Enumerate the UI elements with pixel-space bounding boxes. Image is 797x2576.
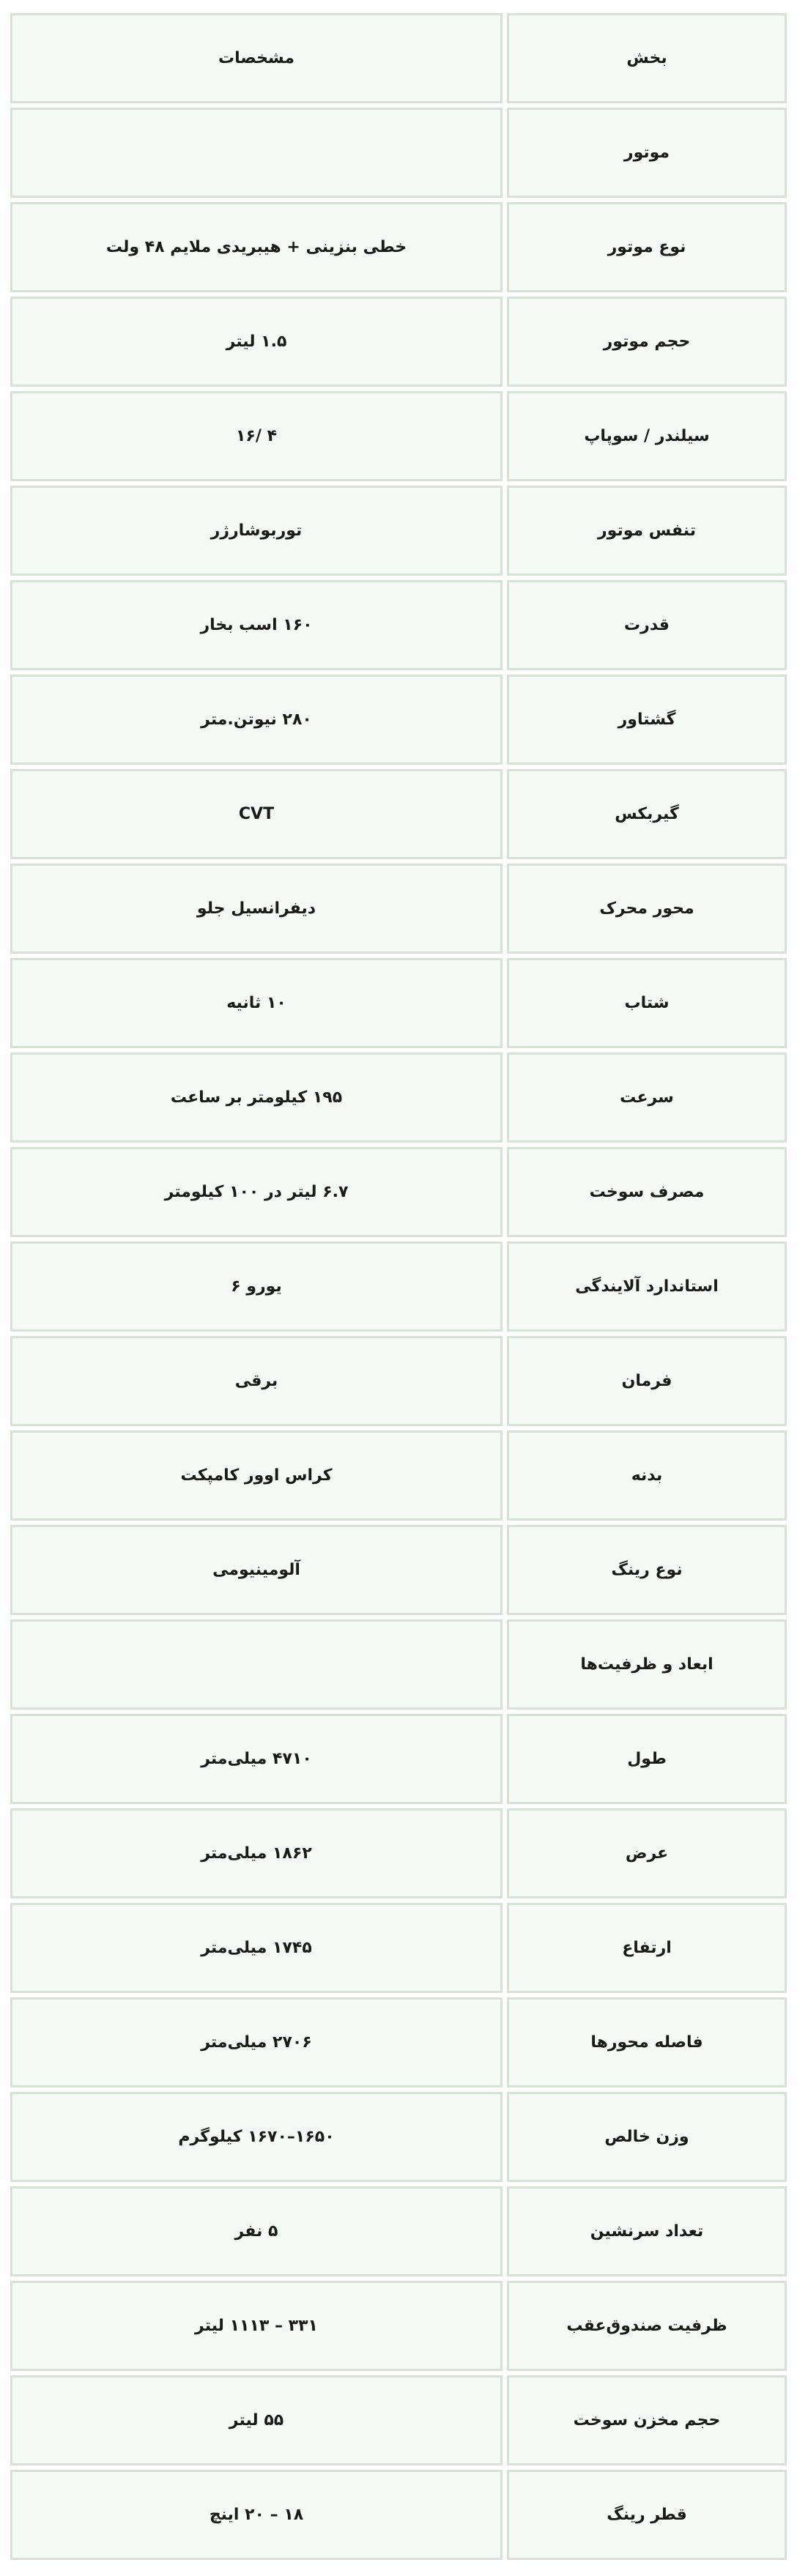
table-row — [10, 486, 787, 576]
table-row — [10, 1808, 787, 1898]
spec-value-cell: ۱۶۰ اسب بخار — [10, 580, 503, 670]
spec-value-cell: ۱۷۴۵ میلی‌متر — [10, 1903, 503, 1993]
spec-value-cell: آلومینیومی — [10, 1525, 503, 1615]
table-row — [10, 2186, 787, 2276]
spec-value-cell: ۵۵ لیتر — [10, 2375, 503, 2465]
table-row — [10, 769, 787, 859]
spec-value-cell: ۱۸ – ۲۰ اینچ — [10, 2470, 503, 2560]
spec-table — [6, 9, 791, 2564]
table-row — [10, 1903, 787, 1993]
header-spec-cell: مشخصات — [10, 13, 503, 103]
spec-value-cell — [10, 108, 503, 198]
spec-key-cell: طول — [507, 1714, 787, 1804]
table-row — [10, 2281, 787, 2371]
spec-key-cell: فرمان — [507, 1336, 787, 1426]
spec-key-cell: نوع رینگ — [507, 1525, 787, 1615]
table-row — [10, 2375, 787, 2465]
spec-key-cell: تعداد سرنشین — [507, 2186, 787, 2276]
table-row — [10, 1053, 787, 1143]
spec-key-cell: استاندارد آلایندگی — [507, 1241, 787, 1332]
table-row — [10, 108, 787, 198]
table-row — [10, 675, 787, 765]
spec-key-cell: شتاب — [507, 958, 787, 1048]
spec-value-cell: یورو ۶ — [10, 1241, 503, 1332]
table-row — [10, 2470, 787, 2560]
spec-value-cell: ۲۷۰۶ میلی‌متر — [10, 1997, 503, 2087]
spec-value-cell: توربوشارژر — [10, 486, 503, 576]
table-row — [10, 864, 787, 954]
table-row — [10, 1714, 787, 1804]
table-row — [10, 1997, 787, 2087]
table-row — [10, 297, 787, 387]
table-header-row — [10, 13, 787, 103]
spec-key-cell: عرض — [507, 1808, 787, 1898]
spec-key-cell: حجم موتور — [507, 297, 787, 387]
spec-key-cell: تنفس موتور — [507, 486, 787, 576]
table-row — [10, 1241, 787, 1332]
spec-key-cell: حجم مخزن سوخت — [507, 2375, 787, 2465]
table-row — [10, 1147, 787, 1237]
spec-key-cell: ارتفاع — [507, 1903, 787, 1993]
spec-key-cell: وزن خالص — [507, 2092, 787, 2182]
table-row — [10, 1430, 787, 1521]
table-row — [10, 391, 787, 481]
spec-value-cell: CVT — [10, 769, 503, 859]
table-row — [10, 202, 787, 292]
table-row — [10, 580, 787, 670]
table-row — [10, 958, 787, 1048]
spec-value-cell: ۲۸۰ نیوتن.متر — [10, 675, 503, 765]
spec-key-cell: سرعت — [507, 1053, 787, 1143]
spec-key-cell: محور محرک — [507, 864, 787, 954]
spec-key-cell: مصرف سوخت — [507, 1147, 787, 1237]
spec-value-cell: ۴۷۱۰ میلی‌متر — [10, 1714, 503, 1804]
spec-value-cell: ۱۰ ثانیه — [10, 958, 503, 1048]
spec-key-cell: نوع موتور — [507, 202, 787, 292]
table-row — [10, 2092, 787, 2182]
table-row — [10, 1619, 787, 1710]
spec-value-cell: ۱۹۵ کیلومتر بر ساعت — [10, 1053, 503, 1143]
spec-key-cell: گیربکس — [507, 769, 787, 859]
header-section-cell: بخش — [507, 13, 787, 103]
spec-key-cell: ابعاد و ظرفیت‌ها — [507, 1619, 787, 1710]
spec-key-cell: ظرفیت صندوق‌عقب — [507, 2281, 787, 2371]
spec-table-body — [10, 13, 787, 2560]
spec-value-cell — [10, 1619, 503, 1710]
spec-value-cell: خطی بنزینی + هیبریدی ملایم ۴۸ ولت — [10, 202, 503, 292]
spec-key-cell: فاصله محورها — [507, 1997, 787, 2087]
spec-key-cell: موتور — [507, 108, 787, 198]
spec-key-cell: گشتاور — [507, 675, 787, 765]
spec-value-cell: دیفرانسیل جلو — [10, 864, 503, 954]
table-row — [10, 1525, 787, 1615]
spec-key-cell: قطر رینگ — [507, 2470, 787, 2560]
spec-value-cell: ۱۶۵۰–۱۶۷۰ کیلوگرم — [10, 2092, 503, 2182]
spec-value-cell: ۱۸۶۲ میلی‌متر — [10, 1808, 503, 1898]
spec-key-cell: سیلندر / سوپاپ — [507, 391, 787, 481]
spec-value-cell: کراس اوور کامپکت — [10, 1430, 503, 1521]
spec-value-cell: ۶.۷ لیتر در ۱۰۰ کیلومتر — [10, 1147, 503, 1237]
table-row — [10, 1336, 787, 1426]
spec-value-cell: برقی — [10, 1336, 503, 1426]
spec-value-cell: ۳۳۱ – ۱۱۱۳ لیتر — [10, 2281, 503, 2371]
spec-key-cell: بدنه — [507, 1430, 787, 1521]
spec-key-cell: قدرت — [507, 580, 787, 670]
spec-value-cell: ۱.۵ لیتر — [10, 297, 503, 387]
spec-value-cell: ۴ /۱۶ — [10, 391, 503, 481]
spec-value-cell: ۵ نفر — [10, 2186, 503, 2276]
